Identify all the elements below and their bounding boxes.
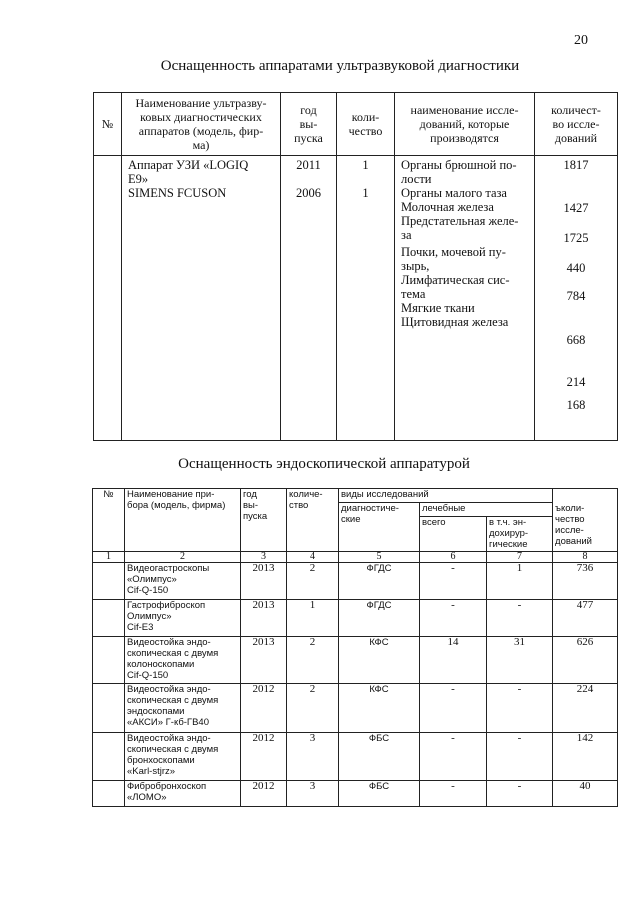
device-names: Аппарат УЗИ «LOGIQ E9» SIMENS FCUSON: [122, 156, 281, 441]
therapeutic-all: -: [420, 781, 487, 807]
header-count: ъколи- чество иссле- дований: [553, 489, 618, 552]
study-count: 626: [553, 637, 618, 684]
quantity: 3: [287, 781, 339, 807]
quantity: 2: [287, 563, 339, 600]
header-qty: количе- ство: [287, 489, 339, 552]
device-name: Фибробронхоскоп «ЛОМО»: [125, 781, 241, 807]
page-number: 20: [574, 33, 588, 48]
therapeutic-all: 14: [420, 637, 487, 684]
table-row: [93, 684, 618, 733]
device-name: Видеостойка эндо- скопическая с двумя бронхоскопами «Karl-stjrz»: [125, 733, 241, 781]
year: 2012: [241, 684, 287, 733]
row-num: [93, 684, 125, 733]
therapeutic-endosurgical: -: [487, 781, 553, 807]
column-number-row: 1 2 3 4 5 6 7 8: [93, 552, 618, 563]
therapeutic-endosurgical: -: [487, 600, 553, 637]
therapeutic-all: -: [420, 733, 487, 781]
study-count: 142: [553, 733, 618, 781]
device-name: Гастрофиброскоп Олимпус» Cif-E3: [125, 600, 241, 637]
diagnostic: ФБС: [339, 733, 420, 781]
diagnostic: КФС: [339, 684, 420, 733]
quantity: 1: [287, 600, 339, 637]
therapeutic-all: -: [420, 600, 487, 637]
study-counts: 1817 1427 1725 440 784 668 214 168: [535, 156, 618, 441]
diagnostic: КФС: [339, 637, 420, 684]
diagnostic: ФБС: [339, 781, 420, 807]
header-year: год вы- пуска: [281, 93, 337, 156]
device-years: 2011 2006: [281, 156, 337, 441]
row-num: [93, 781, 125, 807]
table-row: [93, 733, 618, 781]
study-count: 736: [553, 563, 618, 600]
table-row: [93, 600, 618, 637]
quantity: 3: [287, 733, 339, 781]
device-name: Видеостойка эндо- скопическая с двумя колоноскопами Cif-Q-150: [125, 637, 241, 684]
header-year: год вы- пуска: [241, 489, 287, 552]
study-count: 224: [553, 684, 618, 733]
study-count: 40: [553, 781, 618, 807]
year: 2012: [241, 781, 287, 807]
header-num: №: [93, 489, 125, 552]
therapeutic-endosurgical: 31: [487, 637, 553, 684]
table-row: [93, 781, 618, 807]
endoscopy-table: [92, 488, 618, 807]
study-list: Органы брюшной по- лости Органы малого таза Молочная железа Предстательная желе- за Почки, мочевой пу- зырь, Лимфатическая сис- тема Мягкие ткани Щитовидная железа: [395, 156, 535, 441]
quantity: 2: [287, 684, 339, 733]
header-types: виды исследований: [339, 489, 553, 503]
endoscopy-title: Оснащенность эндоскопической аппаратурой: [178, 456, 470, 472]
study-count: 477: [553, 600, 618, 637]
year: 2012: [241, 733, 287, 781]
diagnostic: ФГДС: [339, 563, 420, 600]
header-qty: коли- чество: [337, 93, 395, 156]
row-num: [93, 637, 125, 684]
header-all: всего: [420, 517, 487, 552]
table-row: [93, 563, 618, 600]
header-incl: в т.ч. эн- дохирур- гические: [487, 517, 553, 552]
header-diagnostic: диагностиче- ские: [339, 503, 420, 552]
diagnostic: ФГДС: [339, 600, 420, 637]
header-name: Наименование при- бора (модель, фирма): [125, 489, 241, 552]
therapeutic-endosurgical: 1: [487, 563, 553, 600]
year: 2013: [241, 637, 287, 684]
ultrasound-title: Оснащенность аппаратами ультразвуковой диагностики: [160, 58, 520, 74]
table-row: [94, 156, 618, 441]
table-header-row: [94, 93, 618, 156]
quantity: 2: [287, 637, 339, 684]
row-num: [93, 563, 125, 600]
row-num: [93, 600, 125, 637]
header-therapeutic: лечебные: [420, 503, 553, 517]
device-name: Видеостойка эндо- скопическая с двумя эндоскопами «АКСИ» Г-кб-ГВ40: [125, 684, 241, 733]
device-quantities: 1 1: [337, 156, 395, 441]
therapeutic-all: -: [420, 684, 487, 733]
header-name: Наименование ультразву- ковых диагностических аппаратов (модель, фир- ма): [122, 93, 281, 156]
therapeutic-all: -: [420, 563, 487, 600]
header-count: количест- во иссле- дований: [535, 93, 618, 156]
device-name: Видеогастроскопы «Олимпус» Cif-Q-150: [125, 563, 241, 600]
ultrasound-table: [93, 92, 618, 441]
header-studies: наименование иссле- дований, которые производятся: [395, 93, 535, 156]
therapeutic-endosurgical: -: [487, 684, 553, 733]
row-num: [93, 733, 125, 781]
table-header-row: [93, 489, 618, 503]
therapeutic-endosurgical: -: [487, 733, 553, 781]
table-row: [93, 637, 618, 684]
year: 2013: [241, 563, 287, 600]
header-num: №: [94, 93, 122, 156]
year: 2013: [241, 600, 287, 637]
